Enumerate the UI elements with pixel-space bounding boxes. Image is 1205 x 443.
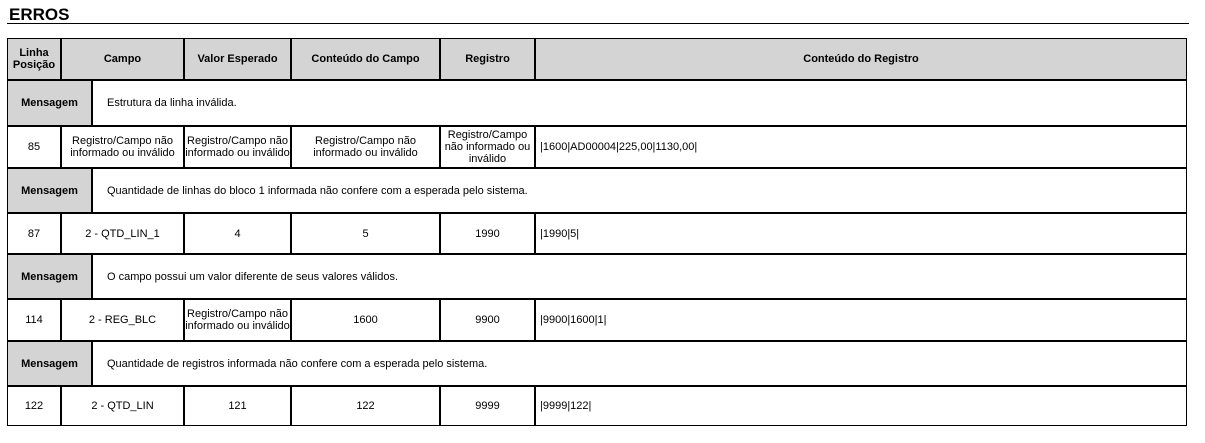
error-message: Quantidade de registros informada não confere com a esperada pelo sistema. [92, 341, 1187, 386]
header-valor-esperado: Valor Esperado [184, 38, 291, 80]
row-conteudo-campo: 5 [291, 213, 440, 254]
row-conteudo-campo: 122 [291, 386, 440, 426]
row-registro: Registro/Campo não informado ou inválido [440, 126, 535, 168]
header-conteudo-campo: Conteúdo do Campo [291, 38, 440, 80]
row-conteudo-registro: |1600|AD00004|225,00|1130,00| [535, 126, 1187, 168]
header-linha: Linha [19, 47, 49, 59]
error-message: Quantidade de linhas do bloco 1 informada não confere com a esperada pelo sistema. [92, 168, 1187, 213]
message-label: Mensagem [7, 80, 92, 126]
message-label: Mensagem [7, 254, 92, 299]
row-campo: 2 - REG_BLC [61, 299, 184, 341]
row-linha: 85 [7, 126, 61, 168]
message-label: Mensagem [7, 341, 92, 386]
row-linha: 122 [7, 386, 61, 426]
row-registro: 9900 [440, 299, 535, 341]
row-valor-esperado: 4 [184, 213, 291, 254]
row-valor-esperado: 121 [184, 386, 291, 426]
row-valor-esperado: Registro/Campo não informado ou inválido [184, 126, 291, 168]
error-message: O campo possui um valor diferente de seus valores válidos. [92, 254, 1187, 299]
row-campo: Registro/Campo não informado ou inválido [61, 126, 184, 168]
row-campo: 2 - QTD_LIN_1 [61, 213, 184, 254]
row-campo: 2 - QTD_LIN [61, 386, 184, 426]
header-posicao: Posição [12, 59, 56, 71]
error-message: Estrutura da linha inválida. [92, 80, 1187, 126]
header-campo: Campo [61, 38, 184, 80]
row-valor-esperado: Registro/Campo não informado ou inválido [184, 299, 291, 341]
page-title: ERROS [9, 5, 70, 24]
message-label: Mensagem [7, 168, 92, 213]
header-linha-posicao [7, 38, 61, 80]
row-conteudo-registro: |9900|1600|1| [535, 299, 1187, 341]
row-conteudo-campo: Registro/Campo não informado ou inválido [291, 126, 440, 168]
header-registro: Registro [440, 38, 535, 80]
header-conteudo-registro: Conteúdo do Registro [535, 38, 1187, 80]
row-registro: 1990 [440, 213, 535, 254]
row-conteudo-campo: 1600 [291, 299, 440, 341]
row-linha: 114 [7, 299, 61, 341]
row-linha: 87 [7, 213, 61, 254]
row-registro: 9999 [440, 386, 535, 426]
row-conteudo-registro: |1990|5| [535, 213, 1187, 254]
title-divider [7, 23, 1189, 24]
row-conteudo-registro: |9999|122| [535, 386, 1187, 426]
